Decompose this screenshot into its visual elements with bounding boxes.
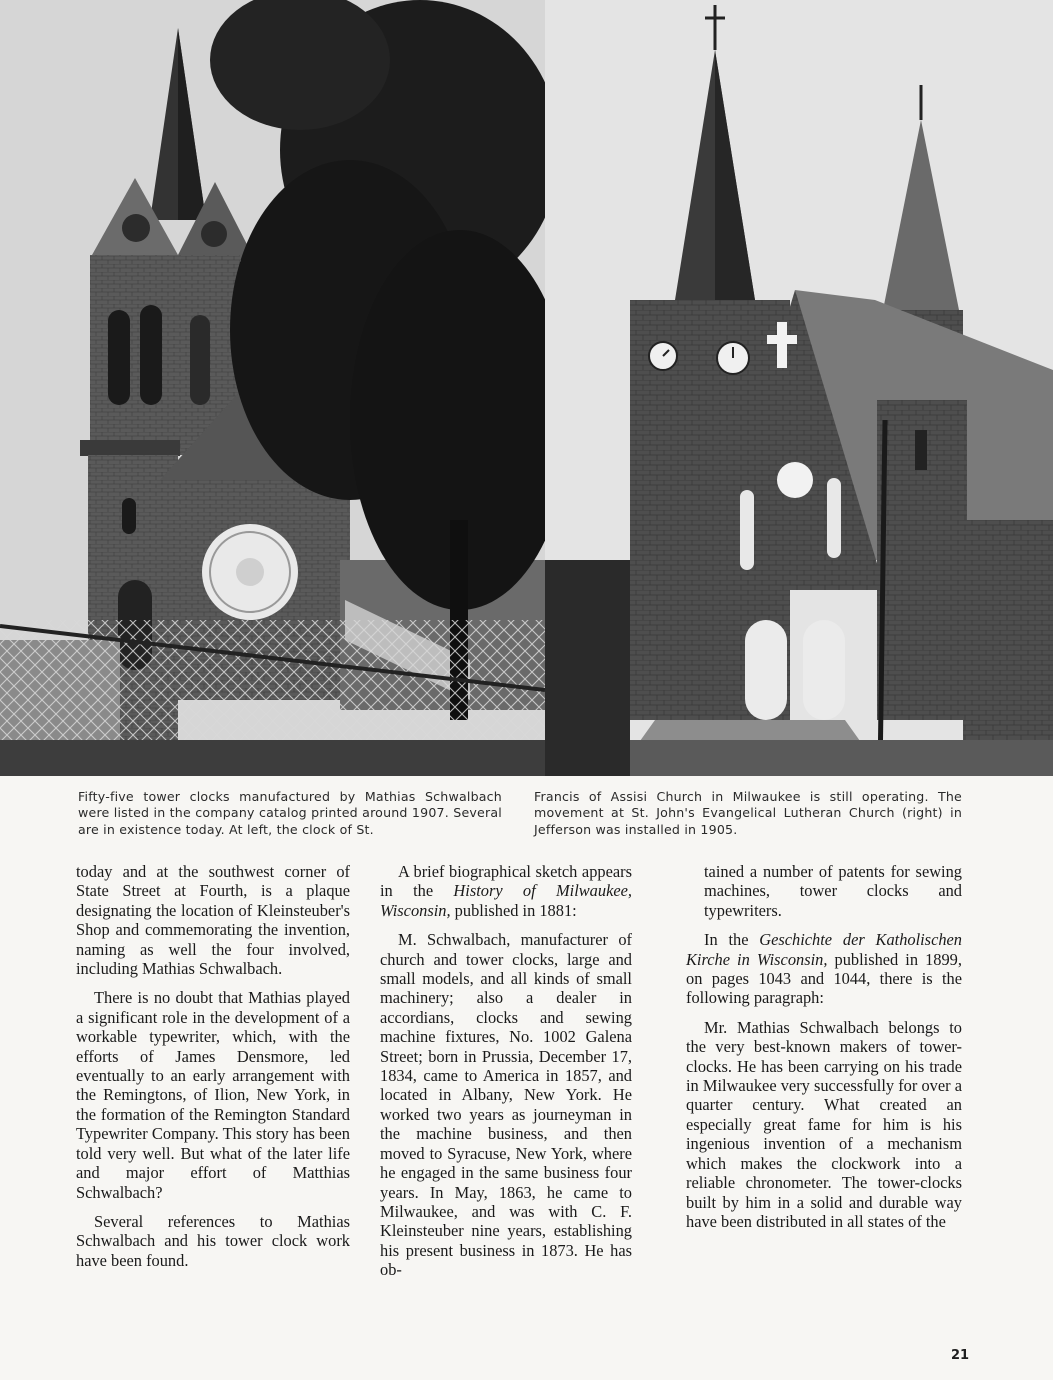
book-title: Geschichte der Katholischen Kirche in Wisconsin, bbox=[686, 930, 963, 969]
block-quote-continued: tained a number of patents for sewing machines, tower clocks and typewriters. bbox=[704, 862, 962, 920]
paragraph-text: published in 1899, on pages 1043 and 1044, there is the following paragraph: bbox=[686, 949, 962, 1008]
block-quote: Mr. Mathias Schwalbach belongs to the very best-known makers of tower-clocks. He has been carrying on his trade in Milwaukee very successfully for over a quarter century. What created an especially great fame for him is his ingenious invention of a mechanism which makes the clockwork into a reliable chronometer. The tower-clocks built by him in a solid and durable way have been distributed in all states of the bbox=[686, 1017, 962, 1231]
text-column-2 bbox=[380, 862, 632, 1290]
gothic-church-photo bbox=[545, 0, 1053, 776]
photo-caption-left: Fifty-five tower clocks manufactured by Mathias Schwalbach were listed in the company catalog printed around 1907. Several are in existence today. At left, the clock of St. bbox=[78, 789, 502, 837]
text-column-3 bbox=[686, 862, 962, 1241]
church-tower-photo bbox=[0, 0, 545, 776]
block-quote: M. Schwalbach, manufacturer of church and tower clocks, large and small models, and all kinds of small machinery; also a dealer in accordians, clocks and sewing machine fixtures, No. 1002 Galena Street; born in Prussia, December 17, 1834, came to America in 1857, and located in Albany, New York. He worked two years as journeyman in the machine business, and then moved to Syracuse, New York, where he engaged in the same business four years. In May, 1863, he came to Milwaukee, and was with C. F. Kleinsteuber nine years, establishing his present business in 1873. He has ob- bbox=[380, 930, 632, 1280]
photo-right-church bbox=[545, 0, 1053, 776]
photo-caption-right: Francis of Assisi Church in Milwaukee is still operating. The movement at St. John's Evangelical Lutheran Church (right) in Jefferson was installed in 1905. bbox=[534, 789, 962, 837]
paragraph-text: In the bbox=[704, 930, 760, 950]
page-number: 21 bbox=[951, 1348, 970, 1363]
paragraph bbox=[380, 862, 632, 920]
text-column-1 bbox=[76, 862, 350, 1280]
paragraph bbox=[686, 930, 962, 1008]
book-title: History of Milwaukee, Wisconsin, bbox=[380, 881, 632, 920]
paragraph-text: A brief biographical sketch appears in the bbox=[380, 862, 632, 901]
paragraph: Several references to Mathias Schwalbach and his tower clock work have been found. bbox=[76, 1211, 350, 1270]
photo-left-church bbox=[0, 0, 545, 776]
paragraph: today and at the southwest corner of State Street at Fourth, is a plaque designating the location of Kleinsteuber's Shop and commemorating the invention, naming as well the four involved, including Mathias Schwalbach. bbox=[76, 862, 350, 979]
paragraph-text: published in 1881: bbox=[450, 900, 577, 920]
paragraph: There is no doubt that Mathias played a significant role in the development of a workable typewriter, which, with the efforts of James Densmore, led eventually to an early arrangement with the Remingtons, of Ilion, New York, in the formation of the Remington Standard Typewriter Company. This story has been told very well. But what of the later life and major effort of Matthias Schwalbach? bbox=[76, 988, 350, 1202]
